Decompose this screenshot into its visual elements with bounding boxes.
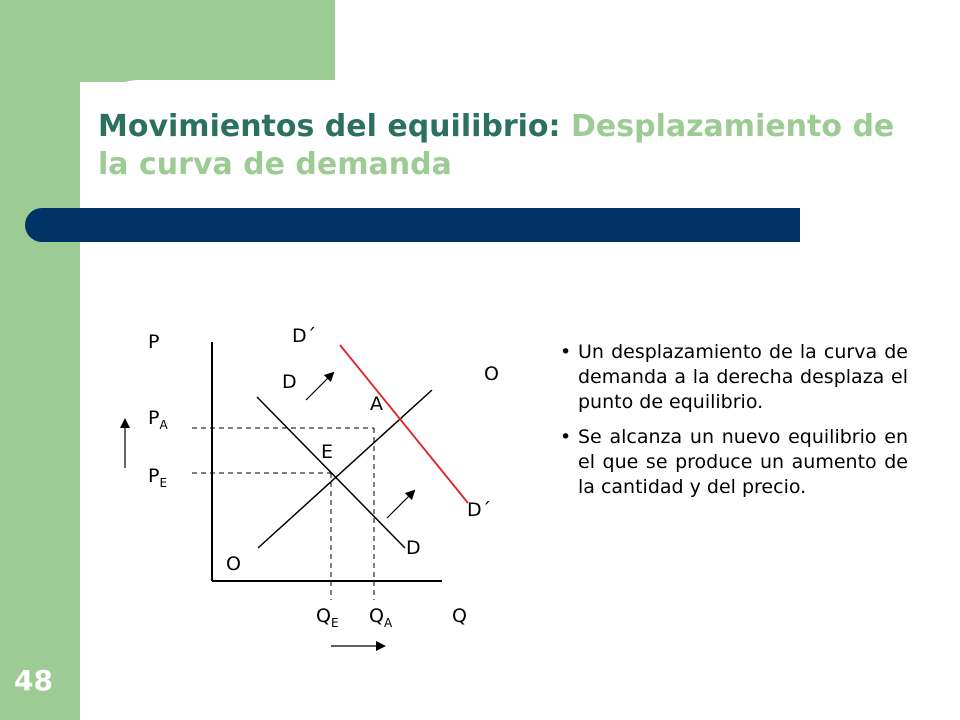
qa-sub: A <box>383 616 393 630</box>
new-demand-label-top: D´ <box>292 325 317 347</box>
bullet-text: Se alcanza un nuevo equilibrio en el que se produce un aumento de la cantidad y del precio. <box>578 426 908 498</box>
supply-label-bottom: O <box>226 553 241 575</box>
bullet-item <box>560 340 908 415</box>
qty-label-qa <box>369 605 393 630</box>
pe-main: P <box>148 465 160 487</box>
title-part-1: Movimientos del equilibrio: <box>98 109 571 144</box>
price-label-pe <box>148 465 167 490</box>
bullet-item <box>560 425 908 500</box>
price-label-pa <box>148 407 168 432</box>
qa-main: Q <box>369 605 384 627</box>
demand-label-top: D <box>282 371 297 393</box>
pa-sub: A <box>159 418 168 432</box>
shift-arrow-top <box>306 373 333 400</box>
bullet-text: Un desplazamiento de la curva de demanda a la derecha desplaza el punto de equilibrio. <box>578 341 908 413</box>
new-demand-label-bottom: D´ <box>467 499 492 521</box>
bullet-dot: • <box>560 341 572 363</box>
slide-number: 48 <box>14 664 53 697</box>
explanation-list <box>560 340 908 510</box>
new-demand-curve <box>340 345 468 503</box>
qe-main: Q <box>316 605 331 627</box>
bullet-dot: • <box>560 426 572 448</box>
supply-curve <box>258 390 432 548</box>
point-label-e: E <box>321 441 334 463</box>
title-part-2: Desplazamiento de la curva de demanda <box>98 109 895 182</box>
supply-label-top: O <box>484 363 499 385</box>
demand-label-bottom: D <box>406 537 421 559</box>
pe-sub: E <box>159 476 168 490</box>
point-label-a: A <box>370 393 383 415</box>
pa-main: P <box>148 407 160 429</box>
shift-arrow-bottom <box>387 491 414 518</box>
axis-label-q: Q <box>452 605 467 627</box>
qty-label-qe <box>316 605 339 630</box>
axis-label-p: P <box>148 331 160 353</box>
qe-sub: E <box>330 616 339 630</box>
